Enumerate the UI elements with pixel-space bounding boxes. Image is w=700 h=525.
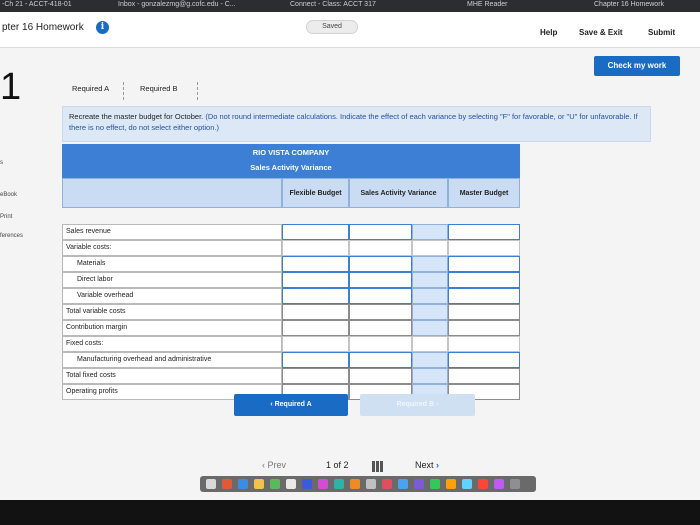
table-row — [62, 224, 520, 240]
amount-input[interactable] — [282, 368, 349, 384]
amount-input[interactable] — [448, 304, 520, 320]
empty-cell — [349, 240, 412, 256]
browser-tab-active[interactable]: Chapter 16 Homework — [594, 1, 665, 8]
next-part-button[interactable] — [360, 394, 475, 416]
column-header-sales-activity-variance: Sales Activity Variance — [349, 178, 448, 208]
favorable-unfavorable-select[interactable] — [412, 272, 448, 288]
favorable-unfavorable-select[interactable] — [412, 368, 448, 384]
app-icon[interactable] — [366, 479, 376, 489]
amount-input[interactable] — [448, 352, 520, 368]
empty-cell — [282, 336, 349, 352]
browser-tab[interactable]: MHE Reader — [467, 1, 508, 8]
empty-cell — [448, 240, 520, 256]
info-icon[interactable]: i — [96, 21, 109, 34]
table-row — [62, 336, 520, 352]
amount-input[interactable] — [282, 224, 349, 240]
table-subtitle: Sales Activity Variance — [250, 163, 332, 172]
save-exit-button[interactable]: Save & Exit — [579, 28, 623, 37]
browser-tab-bar — [0, 0, 700, 12]
app-icon[interactable] — [494, 479, 504, 489]
row-label: Total fixed costs — [62, 368, 282, 384]
chevron-left-icon: ‹ — [262, 460, 265, 470]
app-icon[interactable] — [222, 479, 232, 489]
table-title-header — [62, 144, 520, 178]
instructions-note: (Do not round intermediate calculations. Indicate the effect of each variance by selecting "F" for favorable, or "U" for unfavorable. If there is no effect, do not select either option.) — [69, 112, 638, 132]
app-icon[interactable] — [446, 479, 456, 489]
table-row — [62, 288, 520, 304]
row-label: Contribution margin — [62, 320, 282, 336]
empty-cell — [412, 240, 448, 256]
prev-page-label: Prev — [267, 460, 287, 470]
app-icon[interactable] — [350, 479, 360, 489]
amount-input[interactable] — [282, 320, 349, 336]
browser-tab[interactable]: Inbox - gonzalezmg@g.cofc.edu - C... — [118, 1, 236, 8]
prev-part-label: Required A — [274, 401, 312, 408]
row-label: Manufacturing overhead and administrative — [62, 352, 282, 368]
table-row — [62, 352, 520, 368]
row-label: Materials — [62, 256, 282, 272]
row-label: Direct labor — [62, 272, 282, 288]
app-icon[interactable] — [302, 479, 312, 489]
app-icon[interactable] — [286, 479, 296, 489]
chevron-left-icon: ‹ — [270, 401, 273, 408]
tab-required-b[interactable]: Required B — [132, 82, 198, 100]
amount-input[interactable] — [349, 320, 412, 336]
favorable-unfavorable-select[interactable] — [412, 304, 448, 320]
row-label: Variable overhead — [62, 288, 282, 304]
budget-worksheet — [62, 144, 520, 395]
page-title: pter 16 Homework — [2, 22, 84, 33]
question-number: 1 — [0, 66, 22, 108]
empty-cell — [282, 240, 349, 256]
amount-input[interactable] — [349, 224, 412, 240]
browser-tab[interactable]: Connect - Class: ACCT 317 — [290, 1, 376, 8]
next-part-label: Required B — [396, 401, 435, 408]
header-bar — [0, 12, 700, 48]
trash-icon[interactable] — [510, 479, 520, 489]
check-my-work-button[interactable]: Check my work — [594, 56, 680, 76]
saved-status-badge: Saved — [306, 20, 358, 34]
app-icon[interactable] — [462, 479, 472, 489]
favorable-unfavorable-select[interactable] — [412, 224, 448, 240]
amount-input[interactable] — [448, 368, 520, 384]
app-icon[interactable] — [254, 479, 264, 489]
prev-page-button[interactable] — [262, 460, 286, 470]
amount-input[interactable] — [448, 288, 520, 304]
app-icon[interactable] — [430, 479, 440, 489]
os-dock — [200, 476, 536, 492]
grid-icon[interactable] — [372, 461, 383, 472]
sidebar-item-ebook[interactable]: eBook — [0, 192, 18, 198]
sidebar-item-s[interactable]: s — [0, 160, 3, 166]
app-icon[interactable] — [382, 479, 392, 489]
sidebar-item-references[interactable]: ferences — [0, 233, 24, 239]
amount-input[interactable] — [282, 256, 349, 272]
amount-input[interactable] — [349, 256, 412, 272]
amount-input[interactable] — [282, 304, 349, 320]
next-page-button[interactable] — [415, 460, 439, 470]
amount-input[interactable] — [448, 272, 520, 288]
amount-input[interactable] — [448, 224, 520, 240]
amount-input[interactable] — [349, 304, 412, 320]
chevron-right-icon: › — [435, 401, 439, 408]
amount-input[interactable] — [282, 288, 349, 304]
row-label: Operating profits — [62, 384, 282, 400]
favorable-unfavorable-select[interactable] — [412, 352, 448, 368]
chevron-right-icon: › — [436, 460, 440, 470]
screen-bezel — [0, 500, 700, 525]
amount-input[interactable] — [448, 256, 520, 272]
row-label-header — [62, 178, 282, 208]
row-label: Sales revenue — [62, 224, 282, 240]
browser-tab[interactable]: -Ch 21 - ACCT-418-01 — [2, 1, 72, 8]
favorable-unfavorable-select[interactable] — [412, 320, 448, 336]
amount-input[interactable] — [282, 352, 349, 368]
amount-input[interactable] — [282, 272, 349, 288]
sidebar-item-print[interactable]: Print — [0, 214, 13, 220]
company-name: RIO VISTA COMPANY — [252, 148, 330, 157]
app-icon[interactable] — [478, 479, 488, 489]
app-icon[interactable] — [318, 479, 328, 489]
amount-input[interactable] — [349, 288, 412, 304]
amount-input[interactable] — [349, 272, 412, 288]
column-header-flexible-budget: Flexible Budget — [282, 178, 349, 208]
page-indicator: 1 of 2 — [326, 460, 349, 470]
app-screen — [0, 12, 700, 512]
help-button[interactable]: Help — [540, 28, 558, 37]
amount-input[interactable] — [448, 320, 520, 336]
empty-cell — [349, 336, 412, 352]
table-row — [62, 240, 520, 256]
table-row — [62, 368, 520, 384]
table-row — [62, 304, 520, 320]
amount-input[interactable] — [349, 352, 412, 368]
empty-cell — [448, 336, 520, 352]
row-label: Variable costs: — [62, 240, 282, 256]
app-icon[interactable] — [238, 479, 248, 489]
table-row — [62, 272, 520, 288]
favorable-unfavorable-select[interactable] — [412, 256, 448, 272]
column-header-master-budget: Master Budget — [448, 178, 520, 208]
app-icon[interactable] — [334, 479, 344, 489]
table-row — [62, 320, 520, 336]
app-icon[interactable] — [270, 479, 280, 489]
next-page-label: Next — [415, 460, 434, 470]
row-label: Total variable costs — [62, 304, 282, 320]
instructions-main: Recreate the master budget for October. — [69, 112, 204, 121]
finder-icon[interactable] — [206, 479, 216, 489]
row-label: Fixed costs: — [62, 336, 282, 352]
instructions-box — [62, 106, 651, 142]
favorable-unfavorable-select[interactable] — [412, 288, 448, 304]
submit-button[interactable]: Submit — [648, 28, 676, 37]
prev-part-button[interactable] — [234, 394, 348, 416]
empty-cell — [412, 336, 448, 352]
table-row — [62, 256, 520, 272]
amount-input[interactable] — [349, 368, 412, 384]
tab-required-a[interactable]: Required A — [62, 82, 124, 100]
app-icon[interactable] — [398, 479, 408, 489]
app-icon[interactable] — [414, 479, 424, 489]
